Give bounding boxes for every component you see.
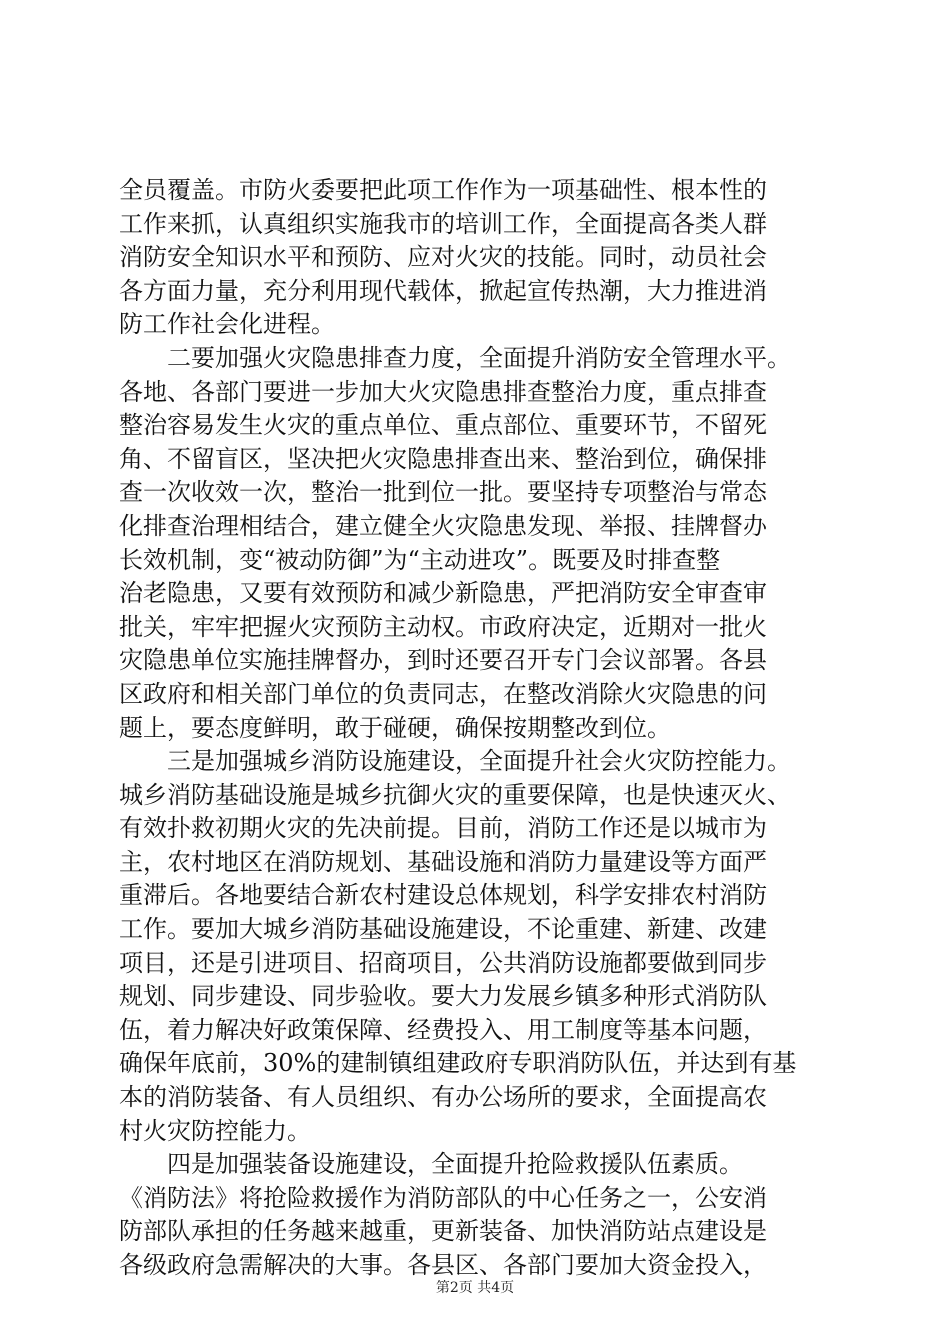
text-line: 伍，着力解决好政策保障、经费投入、用工制度等基本问题， <box>119 1015 767 1044</box>
text-line: 二要加强火灾隐患排查力度，全面提升消防安全管理水平。 <box>119 343 791 372</box>
page-number-footer: 第2页 共4页 <box>435 1280 515 1296</box>
text-line: 防部队承担的任务越来越重，更新装备、加快消防站点建设是 <box>119 1217 767 1246</box>
text-line: 化排查治理相结合，建立健全火灾隐患发现、举报、挂牌督办 <box>119 511 767 540</box>
text-line: 各地、各部门要进一步加大火灾隐患排查整治力度，重点排查 <box>119 377 767 406</box>
text-line: 防工作社会化进程。 <box>119 310 335 339</box>
text-line: 消防安全知识水平和预防、应对火灾的技能。同时，动员社会 <box>119 243 767 272</box>
text-line: 区政府和相关部门单位的负责同志，在整改消除火灾隐患的问 <box>119 679 767 708</box>
text-line: 工作来抓，认真组织实施我市的培训工作，全面提高各类人群 <box>119 209 767 238</box>
text-line: 项目，还是引进项目、招商项目，公共消防设施都要做到同步 <box>119 948 767 977</box>
text-line: 有效扑救初期火灾的先决前提。目前，消防工作还是以城市为 <box>119 814 767 843</box>
text-line: 整治容易发生火灾的重点单位、重点部位、重要环节，不留死 <box>119 411 767 440</box>
text-line: 四是加强装备设施建设，全面提升抢险救援队伍素质。 <box>119 1150 743 1179</box>
text-line: 全员覆盖。市防火委要把此项工作作为一项基础性、根本性的 <box>119 176 767 204</box>
text-line: 三是加强城乡消防设施建设，全面提升社会火灾防控能力。 <box>119 747 791 776</box>
document-body <box>119 174 851 1283</box>
text-line: 长效机制，变“被动防御”为“主动进攻”。既要及时排查整 <box>119 545 721 574</box>
text-line: 治老隐患，又要有效预防和减少新隐患，严把消防安全审查审 <box>119 579 767 608</box>
text-line: 村火灾防控能力。 <box>119 1116 311 1145</box>
text-line: 各方面力量，充分利用现代载体，掀起宣传热潮，大力推进消 <box>119 276 767 305</box>
text-line: 题上，要态度鲜明，敢于碰硬，确保按期整改到位。 <box>119 713 671 742</box>
text-line: 角、不留盲区，坚决把火灾隐患排查出来、整治到位，确保排 <box>119 444 767 473</box>
text-line: 批关，牢牢把握火灾预防主动权。市政府决定，近期对一批火 <box>119 612 767 641</box>
text-line: 主，农村地区在消防规划、基础设施和消防力量建设等方面严 <box>119 847 767 876</box>
text-line: 确保年底前，30%的建制镇组建政府专职消防队伍，并达到有基 <box>119 1049 797 1078</box>
text-line: 重滞后。各地要结合新农村建设总体规划，科学安排农村消防 <box>119 881 767 910</box>
text-line: 本的消防装备、有人员组织、有办公场所的要求，全面提高农 <box>119 1083 767 1112</box>
text-line: 灾隐患单位实施挂牌督办，到时还要召开专门会议部署。各县 <box>119 646 767 675</box>
text-line: 城乡消防基础设施是城乡抗御火灾的重要保障，也是快速灭火、 <box>119 780 791 809</box>
text-line: 各级政府急需解决的大事。各县区、各部门要加大资金投入， <box>119 1251 767 1279</box>
text-line: 《消防法》将抢险救援作为消防部队的中心任务之一，公安消 <box>119 1183 767 1212</box>
text-line: 查一次收效一次，整治一批到位一批。要坚持专项整治与常态 <box>119 478 767 507</box>
text-line: 工作。要加大城乡消防基础设施建设，不论重建、新建、改建 <box>119 915 767 944</box>
text-line: 规划、同步建设、同步验收。要大力发展乡镇多种形式消防队 <box>119 982 767 1011</box>
